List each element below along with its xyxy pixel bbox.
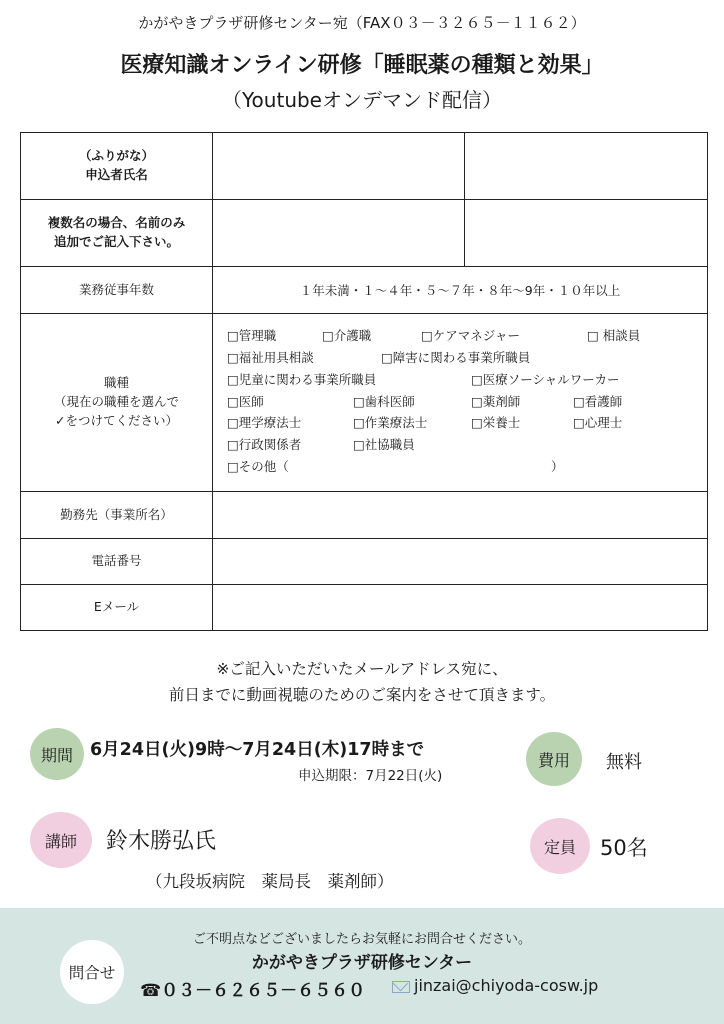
other-close-paren: ）: [551, 458, 564, 474]
job-checkbox[interactable]: □社協職員: [353, 437, 415, 453]
job-checkbox[interactable]: □介護職: [322, 328, 372, 344]
contact-email[interactable]: [392, 976, 598, 995]
lecturer-affiliation: （九段坂病院 薬局長 薬剤師）: [146, 872, 394, 891]
additional-name-field-2[interactable]: [465, 200, 708, 267]
lecturer-badge: 講師: [30, 812, 92, 868]
multi-name-label-line1: 複数名の場合、名前のみ: [47, 215, 186, 231]
applicant-name-label: 申込者氏名: [85, 167, 148, 182]
deadline-value: 申込期限：7月22日(火): [298, 768, 443, 784]
period-value: 6月24日(火)9時～7月24日(木)17時まで: [90, 740, 425, 760]
name-field-2[interactable]: [465, 133, 708, 200]
multi-name-label-line2: 追加でご記入下さい。: [53, 234, 179, 249]
job-type-options: [213, 314, 708, 492]
multi-name-label: [21, 200, 213, 267]
job-checkbox[interactable]: □福祉用具相談: [227, 350, 314, 365]
job-checkbox[interactable]: □薬剤師: [471, 393, 521, 409]
job-checkbox[interactable]: □行政関係者: [227, 437, 302, 453]
workplace-field[interactable]: [213, 492, 708, 539]
job-checkbox[interactable]: □歯科医師: [353, 393, 415, 409]
additional-name-field-1[interactable]: [213, 200, 465, 267]
email-note: [0, 656, 724, 708]
job-checkbox[interactable]: □看護師: [573, 393, 623, 409]
page-subtitle: （Youtubeオンデマンド配信）: [222, 88, 502, 112]
job-checkbox[interactable]: □医療ソーシャルワーカー: [471, 371, 620, 387]
job-checkbox[interactable]: □ 相談員: [587, 328, 641, 344]
furigana-label: （ふりがな）: [78, 148, 154, 164]
fax-line: かがやきプラザ研修センター宛（FAX０３－３２６５－１１６２）: [138, 14, 586, 32]
job-checkbox[interactable]: □管理職: [227, 328, 277, 344]
mail-icon: [392, 981, 410, 993]
job-checkbox[interactable]: □ケアマネジャー: [421, 328, 521, 344]
email-field[interactable]: [213, 585, 708, 631]
job-type-label-line1: 職種: [103, 375, 129, 391]
job-type-label: [21, 314, 213, 492]
job-checkbox[interactable]: □作業療法士: [353, 415, 428, 431]
phone-field[interactable]: [213, 539, 708, 585]
contact-email-text[interactable]: jinzai@chiyoda-cosw.jp: [414, 976, 599, 995]
name-label: [21, 133, 213, 200]
fee-badge: 費用: [526, 732, 582, 786]
contact-message: ご不明点などございましたらお気軽にお問合せください。: [192, 932, 531, 947]
job-checkbox[interactable]: □児童に関わる事業所職員: [227, 371, 377, 387]
application-form: [20, 132, 708, 631]
job-type-label-line3: ✓をつけてください）: [55, 412, 178, 428]
job-checkbox-other[interactable]: □その他（: [227, 458, 289, 474]
contact-badge: 問合せ: [60, 940, 124, 1004]
capacity-value: 50名: [600, 836, 648, 860]
period-badge: 期間: [30, 728, 84, 780]
page-title: 医療知識オンライン研修「睡眠薬の種類と効果」: [120, 53, 604, 78]
phone-label: 電話番号: [21, 539, 213, 585]
job-checkbox[interactable]: □理学療法士: [227, 415, 302, 431]
job-checkbox[interactable]: □医師: [227, 393, 264, 409]
contact-footer: [0, 908, 724, 1024]
job-checkbox[interactable]: □心理士: [573, 415, 623, 431]
contact-org: かがやきプラザ研修センター: [251, 953, 473, 973]
fee-value: 無料: [606, 752, 642, 773]
email-note-line1: ※ご記入いただいたメールアドレス宛に、: [216, 660, 508, 678]
job-checkbox[interactable]: □障害に関わる事業所職員: [381, 350, 531, 365]
years-label: 業務従事年数: [21, 267, 213, 314]
years-options[interactable]: １年未満・１～４年・５～７年・８年～9年・１０年以上: [213, 267, 708, 314]
name-field-1[interactable]: [213, 133, 465, 200]
lecturer-name: 鈴木勝弘氏: [106, 829, 217, 854]
capacity-badge: 定員: [530, 818, 590, 874]
email-note-line2: 前日までに動画視聴のためのご案内をさせて頂きます。: [168, 686, 556, 704]
workplace-label: 勤務先（事業所名）: [21, 492, 213, 539]
email-label: Eメール: [21, 585, 213, 631]
contact-phone[interactable]: ☎０３－６２６５－６５６０: [140, 981, 366, 1001]
job-checkbox[interactable]: □栄養士: [471, 415, 521, 431]
job-type-label-line2: （現在の職種を選んで: [53, 394, 179, 410]
